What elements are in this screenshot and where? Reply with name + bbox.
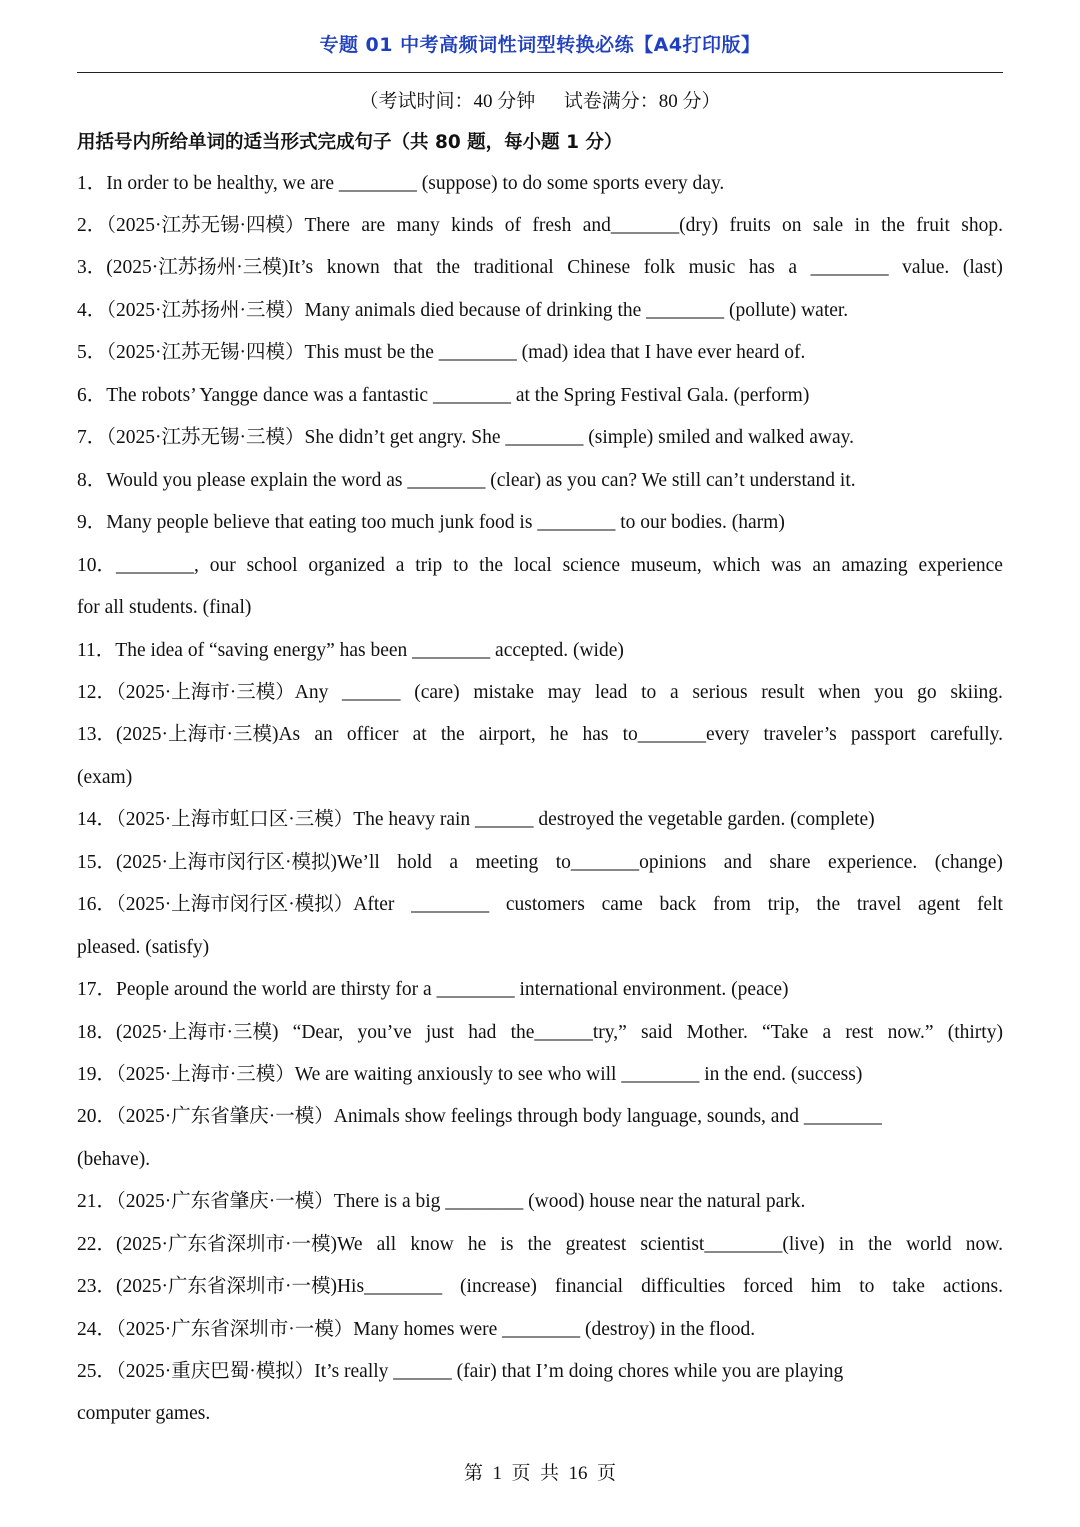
question-13: 13．(2025·上海市·三模)As an officer at the airport, he has to_______every traveler’s passport carefully. [77,724,1003,745]
question-18: 18．(2025·上海市·三模) “Dear, you’ve just had the______try,” said Mother. “Take a rest now.” (thirty) [77,1022,1003,1043]
page-number: 第 1 页 共 16 页 [463,1463,616,1484]
question-17: 17．People around the world are thirsty for a ________ international environment. (peace) [77,979,789,1000]
question-15: 15．(2025·上海市闵行区·模拟)We’ll hold a meeting to_______opinions and share experience. (change) [77,852,1003,873]
question-6: 6．The robots’ Yangge dance was a fantastic ________ at the Spring Festival Gala. (perform) [77,385,810,406]
question-5: 5．（2025·江苏无锡·四模）This must be the ________ (mad) idea that I have ever heard of. [77,342,806,363]
question-4: 4．（2025·江苏扬州·三模）Many animals died because of drinking the ________ (pollute) water. [77,300,849,321]
question-10: 10．________, our school organized a trip to the local science museum, which was an amazing experience [77,555,1003,576]
question-8: 8．Would you please explain the word as ________ (clear) as you can? We still can’t understand it. [77,470,856,491]
question-23: 23．(2025·广东省深圳市·一模)His________ (increase) financial difficulties forced him to take actions. [77,1276,1003,1297]
question-12: 12．（2025·上海市·三模）Any ______ (care) mistake may lead to a serious result when you go skiing. [77,682,1003,703]
question-10-continuation: for all students. (final) [77,597,252,618]
section-instruction: 用括号内所给单词的适当形式完成句子（共 80 题，每小题 1 分） [77,132,623,153]
question-22: 22．(2025·广东省深圳市·一模)We all know he is the greatest scientist________(live) in the world now. [77,1234,1003,1255]
question-25-continuation: computer games. [77,1403,211,1424]
question-14: 14．（2025·上海市虹口区·三模）The heavy rain ______ destroyed the vegetable garden. (complete) [77,809,875,830]
document-title: 专题 01 中考高频词性词型转换必练【A4打印版】 [319,34,761,56]
question-20: 20．（2025·广东省肇庆·一模）Animals show feelings through body language, sounds, and ________ [77,1106,882,1127]
question-11: 11．The idea of “saving energy” has been ________ accepted. (wide) [77,640,624,661]
question-16: 16．（2025·上海市闵行区·模拟）After ________ customers came back from trip, the travel agent felt [77,894,1003,915]
question-16-continuation: pleased. (satisfy) [77,937,210,958]
header-divider [77,72,1003,73]
question-7: 7．（2025·江苏无锡·三模）She didn’t get angry. She ________ (simple) smiled and walked away. [77,427,854,448]
question-2: 2．（2025·江苏无锡·四模）There are many kinds of fresh and_______(dry) fruits on sale in the fruit shop. [77,215,1003,236]
exam-info: （考试时间：40 分钟 试卷满分：80 分） [359,91,721,112]
question-3: 3．(2025·江苏扬州·三模)It’s known that the traditional Chinese folk music has a ________ value. (last) [77,257,1003,278]
question-25: 25．（2025·重庆巴蜀·模拟）It’s really ______ (fair) that I’m doing chores while you are playing [77,1361,844,1382]
question-19: 19．（2025·上海市·三模）We are waiting anxiously to see who will ________ in the end. (success) [77,1064,863,1085]
question-21: 21．（2025·广东省肇庆·一模）There is a big ________ (wood) house near the natural park. [77,1191,806,1212]
question-1: 1．In order to be healthy, we are ________ (suppose) to do some sports every day. [77,173,725,194]
question-13-continuation: (exam) [77,767,133,788]
question-24: 24．（2025·广东省深圳市·一模）Many homes were ________ (destroy) in the flood. [77,1319,756,1340]
question-9: 9．Many people believe that eating too much junk food is ________ to our bodies. (harm) [77,512,785,533]
question-20-continuation: (behave). [77,1149,151,1170]
